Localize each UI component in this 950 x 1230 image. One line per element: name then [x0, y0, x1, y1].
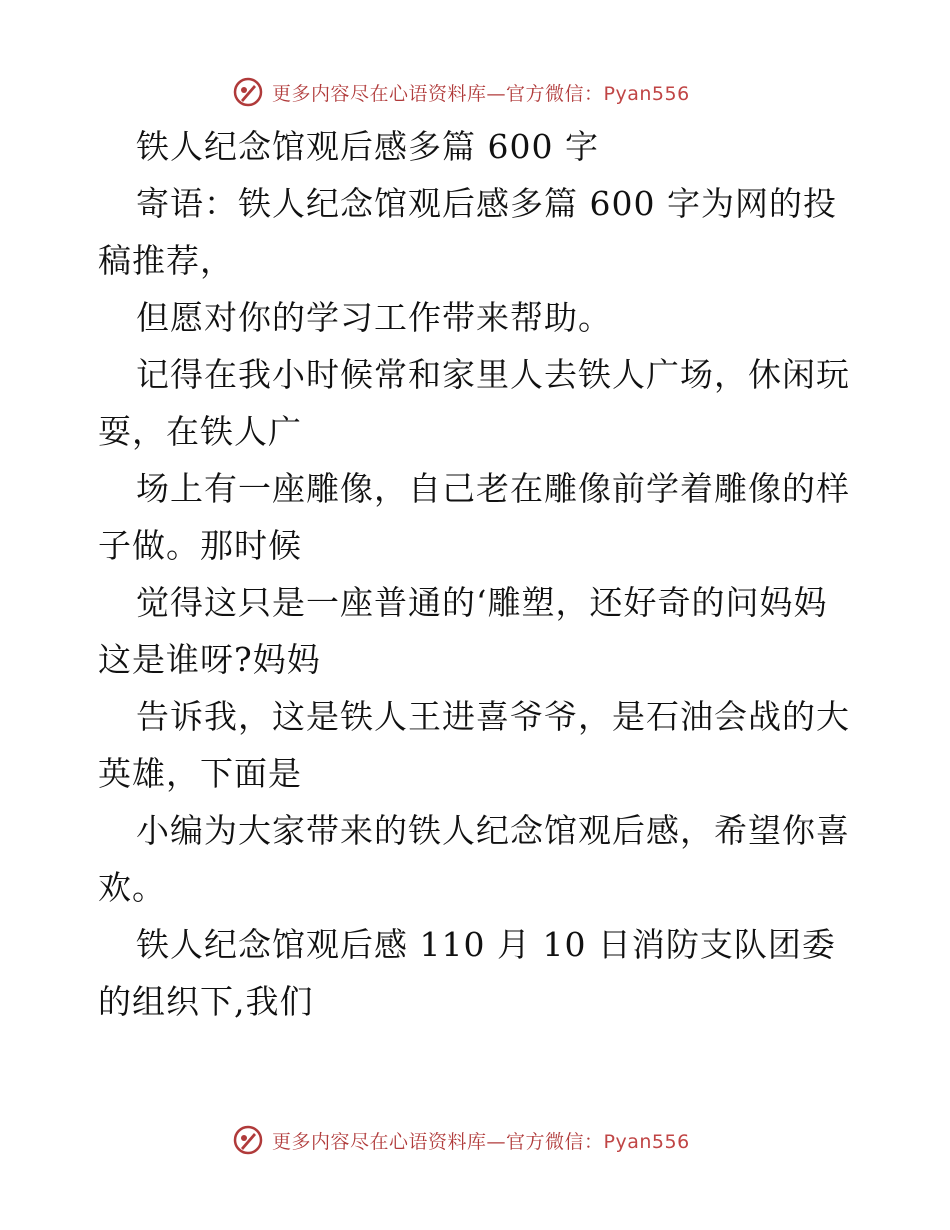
document-body	[98, 118, 850, 1030]
paragraph: 告诉我，这是铁人王进喜爷爷，是石油会战的大英雄，下面是	[98, 697, 850, 793]
paragraph: 铁人纪念馆观后感 110 月 10 日消防支队团委的组织下,我们	[98, 925, 836, 1021]
paragraph: 小编为大家带来的铁人纪念馆观后感，希望你喜欢。	[98, 811, 850, 907]
banner-account: Pyan556	[603, 1130, 690, 1153]
paragraph: 但愿对你的学习工作带来帮助。	[136, 298, 612, 337]
paragraph: 记得在我小时候常和家里人去铁人广场，休闲玩耍，在铁人广	[98, 355, 850, 451]
banner-account: Pyan556	[603, 82, 690, 105]
footer-watermark	[232, 1120, 712, 1160]
quill-logo-icon	[232, 76, 264, 108]
paragraph: 寄语：铁人纪念馆观后感多篇 600 字为网的投稿推荐，	[98, 184, 837, 280]
header-watermark	[232, 72, 712, 112]
banner-text: 更多内容尽在心语资料库—官方微信：	[272, 1130, 604, 1153]
quill-logo-icon	[232, 1124, 264, 1156]
paragraph: 场上有一座雕像，自己老在雕像前学着雕像的样子做。那时候	[98, 469, 850, 565]
document-title: 铁人纪念馆观后感多篇 600 字	[136, 127, 599, 166]
banner-text: 更多内容尽在心语资料库—官方微信：	[272, 82, 604, 105]
paragraph: 觉得这只是一座普通的‘雕塑，还好奇的问妈妈这是谁呀?妈妈	[98, 583, 828, 679]
